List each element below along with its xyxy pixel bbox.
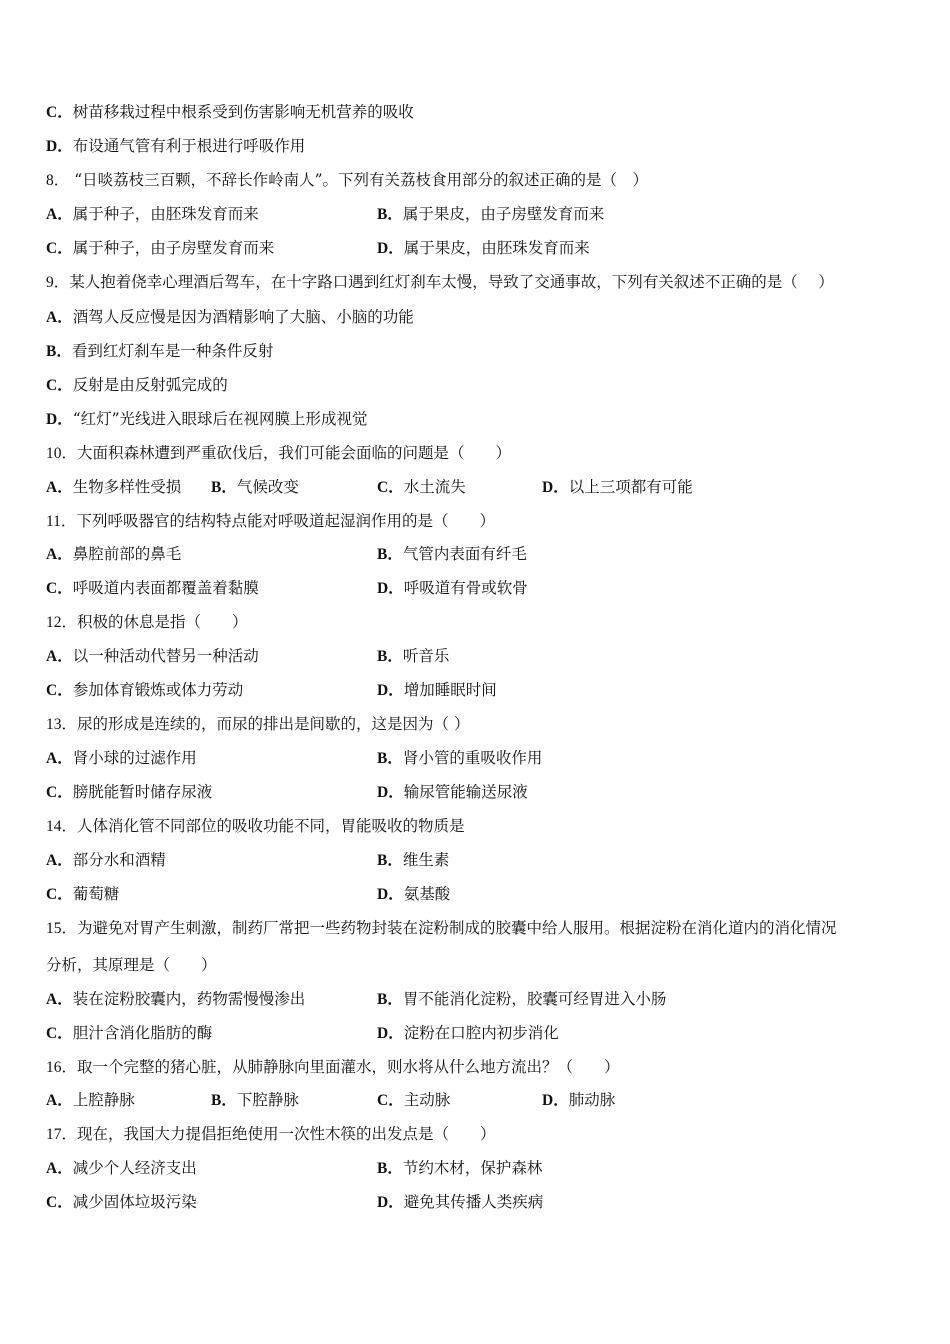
question-12-stem <box>46 610 248 634</box>
question-14-stem <box>46 814 465 838</box>
question-9-stem <box>46 270 834 294</box>
option-text: 装在淀粉胶囊内，药物需慢慢渗出 <box>72 990 306 1008</box>
question-17-option-d <box>377 1190 543 1214</box>
question-13-stem <box>46 712 469 736</box>
question-16-option-c <box>377 1088 450 1112</box>
option-letter: C． <box>46 580 73 597</box>
option-letter: B． <box>377 206 403 223</box>
option-text: 酒驾人反应慢是因为酒精影响了大脑、小脑的功能 <box>72 308 414 326</box>
option-letter: B． <box>211 479 237 496</box>
question-9-option-b <box>46 339 273 363</box>
option-letter: D． <box>46 138 73 155</box>
option-text: 属于果皮，由胚珠发育而来 <box>403 239 590 257</box>
question-16-stem <box>46 1055 620 1079</box>
option-letter: B． <box>377 648 403 665</box>
question-15-option-a <box>46 987 305 1011</box>
question-15-stem-continued <box>46 953 217 977</box>
option-text: 属于种子，由胚珠发育而来 <box>72 205 259 223</box>
question-8-stem <box>46 168 648 192</box>
option-letter: D． <box>377 682 404 699</box>
option-text: 胆汁含消化脂肪的酶 <box>72 1024 213 1042</box>
question-15-option-c <box>46 1021 212 1045</box>
question-14-option-a <box>46 848 166 872</box>
option-letter: D． <box>377 1194 404 1211</box>
question-13-option-d <box>377 780 528 804</box>
option-text: 维生素 <box>402 851 450 869</box>
option-text: 减少固体垃圾污染 <box>72 1193 197 1211</box>
question-15-option-d <box>377 1021 559 1045</box>
question-text: 某人抱着侥幸心理酒后驾车，在十字路口遇到红灯刹车太慢，导致了交通事故，下列有关叙述不正确的是（ ） <box>69 273 834 291</box>
question-16-option-b <box>211 1088 299 1112</box>
option-letter: C． <box>46 886 73 903</box>
question-number: 13． <box>46 716 78 733</box>
question-17-option-c <box>46 1190 197 1214</box>
option-text: 属于果皮，由子房壁发育而来 <box>402 205 605 223</box>
question-13-option-a <box>46 746 197 770</box>
option-letter: A． <box>46 479 73 496</box>
question-11-option-a <box>46 542 181 566</box>
option-text: 听音乐 <box>402 647 450 665</box>
option-letter: A． <box>46 546 73 563</box>
option-letter: A． <box>46 852 73 869</box>
question-12-option-d <box>377 678 497 702</box>
option-letter: C． <box>46 1025 73 1042</box>
option-text: 以一种活动代替另一种活动 <box>72 647 259 665</box>
option-text: 看到红灯刹车是一种条件反射 <box>71 342 274 360</box>
option-letter: B． <box>377 750 403 767</box>
question-number: 17． <box>46 1126 78 1143</box>
question-text: 分析，其原理是（ ） <box>46 956 217 974</box>
question-number: 12． <box>46 614 78 631</box>
question-number: 15． <box>46 920 78 937</box>
option-text: 减少个人经济支出 <box>72 1159 197 1177</box>
prev-option-d <box>46 134 305 158</box>
option-letter: A． <box>46 206 73 223</box>
option-text: 水土流失 <box>403 478 466 496</box>
option-letter: A． <box>46 309 73 326</box>
option-text: 输尿管能输送尿液 <box>403 783 528 801</box>
question-text: “日啖荔枝三百颗，不辞长作岭南人”。下列有关荔枝食用部分的叙述正确的是（ ） <box>69 171 649 189</box>
question-16-option-d <box>542 1088 615 1112</box>
question-text: 人体消化管不同部位的吸收功能不同，胃能吸收的物质是 <box>77 817 465 835</box>
question-10-stem <box>46 441 511 465</box>
option-letter: A． <box>46 648 73 665</box>
option-letter: C． <box>46 784 73 801</box>
question-text: 取一个完整的猪心脏，从肺静脉向里面灌水，则水将从什么地方流出？（ ） <box>77 1058 620 1076</box>
question-16-option-a <box>46 1088 135 1112</box>
question-number: 16． <box>46 1059 78 1076</box>
question-8-option-d <box>377 236 590 260</box>
option-text: 肾小管的重吸收作用 <box>402 749 543 767</box>
option-letter: D． <box>377 240 404 257</box>
option-letter: C． <box>46 1194 73 1211</box>
question-9-option-d <box>46 407 368 431</box>
option-text: 鼻腔前部的鼻毛 <box>72 545 182 563</box>
option-text: 膀胱能暂时储存尿液 <box>72 783 213 801</box>
option-letter: D． <box>542 1092 569 1109</box>
option-text: 氨基酸 <box>403 885 451 903</box>
option-text: “红灯”光线进入眼球后在视网膜上形成视觉 <box>72 410 368 428</box>
question-number: 10． <box>46 445 78 462</box>
option-letter: D． <box>542 479 569 496</box>
question-text: 大面积森林遭到严重砍伐后，我们可能会面临的问题是（ ） <box>77 444 512 462</box>
option-text: 肺动脉 <box>568 1091 616 1109</box>
question-11-option-d <box>377 576 528 600</box>
option-letter: D． <box>377 580 404 597</box>
question-number: 14． <box>46 818 78 835</box>
question-8-option-c <box>46 236 274 260</box>
option-text: 生物多样性受损 <box>72 478 182 496</box>
option-text: 气候改变 <box>236 478 299 496</box>
option-text: 反射是由反射弧完成的 <box>72 376 228 394</box>
option-text: 葡萄糖 <box>72 885 120 903</box>
question-15-option-b <box>377 987 666 1011</box>
question-12-option-b <box>377 644 449 668</box>
option-letter: B． <box>377 852 403 869</box>
question-text: 现在，我国大力提倡拒绝使用一次性木筷的出发点是（ ） <box>77 1125 496 1143</box>
question-8-option-a <box>46 202 259 226</box>
question-10-option-d <box>542 475 693 499</box>
option-text: 节约木材，保护森林 <box>402 1159 543 1177</box>
option-letter: D． <box>377 886 404 903</box>
question-17-stem <box>46 1122 496 1146</box>
option-text: 参加体育锻炼或体力劳动 <box>72 681 244 699</box>
question-text: 为避免对胃产生刺激，制药厂常把一些药物封装在淀粉制成的胶囊中给人服用。根据淀粉在消化道内的消化情况 <box>77 919 837 937</box>
question-number: 9． <box>46 274 70 291</box>
option-letter: C． <box>377 479 404 496</box>
question-number: 11． <box>46 513 77 530</box>
question-13-option-b <box>377 746 542 770</box>
option-letter: B． <box>377 991 403 1008</box>
option-letter: B． <box>377 1160 403 1177</box>
option-text: 气管内表面有纤毛 <box>402 545 527 563</box>
option-letter: D． <box>377 784 404 801</box>
option-text: 呼吸道内表面都覆盖着黏膜 <box>72 579 259 597</box>
option-text: 布设通气管有利于根进行呼吸作用 <box>72 137 306 155</box>
option-text: 肾小球的过滤作用 <box>72 749 197 767</box>
question-8-option-b <box>377 202 604 226</box>
option-text: 避免其传播人类疾病 <box>403 1193 544 1211</box>
question-17-option-a <box>46 1156 197 1180</box>
question-number: 8． <box>46 172 70 189</box>
option-text: 以上三项都有可能 <box>568 478 693 496</box>
option-text: 树苗移栽过程中根系受到伤害影响无机营养的吸收 <box>72 103 414 121</box>
option-letter: B． <box>377 546 403 563</box>
question-text: 积极的休息是指（ ） <box>77 613 248 631</box>
prev-option-c <box>46 100 414 124</box>
option-letter: C． <box>46 377 73 394</box>
question-11-stem <box>46 509 495 533</box>
option-letter: B． <box>211 1092 237 1109</box>
question-text: 下列呼吸器官的结构特点能对呼吸道起湿润作用的是（ ） <box>76 512 495 530</box>
option-text: 上腔静脉 <box>72 1091 135 1109</box>
option-text: 主动脉 <box>403 1091 451 1109</box>
question-12-option-a <box>46 644 259 668</box>
option-letter: B． <box>46 343 72 360</box>
option-letter: A． <box>46 991 73 1008</box>
option-letter: A． <box>46 1160 73 1177</box>
option-letter: C． <box>46 104 73 121</box>
question-12-option-c <box>46 678 243 702</box>
question-10-option-b <box>211 475 299 499</box>
question-14-option-b <box>377 848 449 872</box>
question-9-option-c <box>46 373 228 397</box>
option-text: 呼吸道有骨或软骨 <box>403 579 528 597</box>
option-text: 淀粉在口腔内初步消化 <box>403 1024 559 1042</box>
question-10-option-c <box>377 475 466 499</box>
question-10-option-a <box>46 475 181 499</box>
option-letter: C． <box>46 240 73 257</box>
option-letter: D． <box>46 411 73 428</box>
option-letter: A． <box>46 1092 73 1109</box>
option-letter: A． <box>46 750 73 767</box>
question-17-option-b <box>377 1156 542 1180</box>
question-9-option-a <box>46 305 414 329</box>
option-letter: C． <box>377 1092 404 1109</box>
question-13-option-c <box>46 780 212 804</box>
option-text: 增加睡眠时间 <box>403 681 497 699</box>
question-14-option-c <box>46 882 119 906</box>
question-15-stem <box>46 916 837 940</box>
question-text: 尿的形成是连续的，而尿的排出是间歇的，这是因为（ ） <box>77 715 470 733</box>
option-letter: C． <box>46 682 73 699</box>
option-letter: D． <box>377 1025 404 1042</box>
option-text: 下腔静脉 <box>236 1091 299 1109</box>
question-11-option-c <box>46 576 259 600</box>
option-text: 胃不能消化淀粉，胶囊可经胃进入小肠 <box>402 990 667 1008</box>
question-11-option-b <box>377 542 527 566</box>
option-text: 属于种子，由子房壁发育而来 <box>72 239 275 257</box>
question-14-option-d <box>377 882 450 906</box>
option-text: 部分水和酒精 <box>72 851 166 869</box>
